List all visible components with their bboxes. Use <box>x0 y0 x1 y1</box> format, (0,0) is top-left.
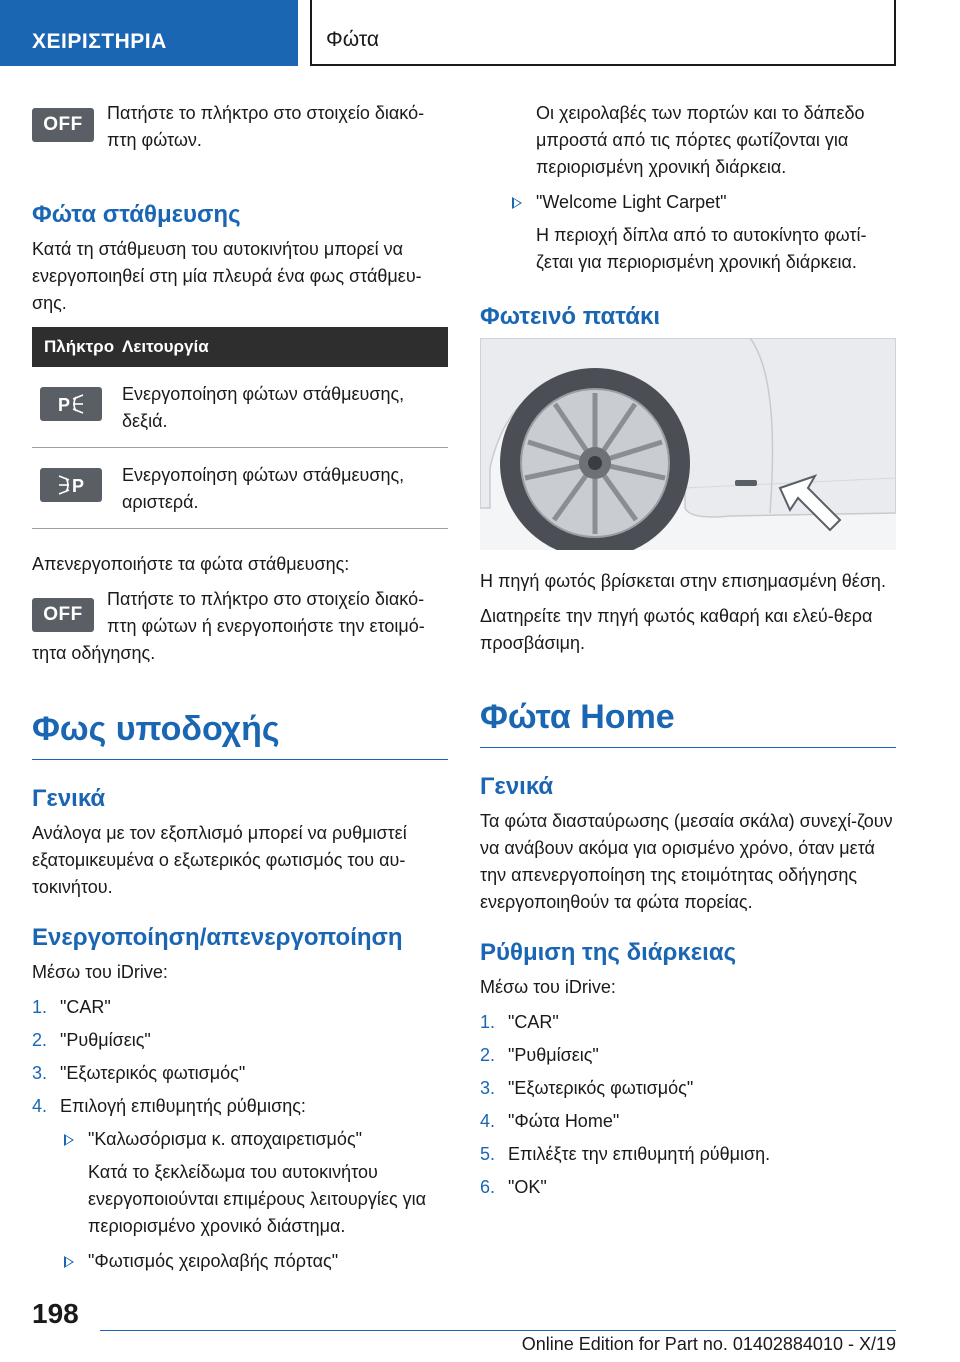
table-row <box>32 448 448 529</box>
duration-heading: Ρύθμιση της διάρκειας <box>480 939 737 966</box>
topic-tab <box>312 0 896 66</box>
welcome-steps-list <box>32 994 448 1275</box>
table-cell: Ενεργοποίηση φώτων στάθμευσης, αριστερά. <box>122 448 448 529</box>
list-item: 6. "OK" <box>480 1177 547 1197</box>
handle-light-desc: Οι χειρολαβές των πορτών και το δάπεδο μπροστά από τις πόρτες φωτίζονται για περιορισμένη χρονική διάρκεια. <box>536 103 865 177</box>
welcome-general-heading: Γενικά <box>32 785 106 812</box>
list-item: 1. "CAR" <box>480 1012 559 1032</box>
edition-footer[interactable]: Online Edition for Part no. 01402884010 - X/19 <box>521 1334 896 1354</box>
triangle-bullet-icon <box>64 1256 74 1268</box>
home-general-text: Τα φώτα διασταύρωσης (μεσαία σκάλα) συνεχί-ζουν να ανάβουν ακόμα για ορισμένο χρόνο, όταν μετά την απενεργοποίηση της ετοιμότητας οδήγησης ενεργοποιηθούν τα φώτα πορείας. <box>480 811 893 912</box>
left-column <box>32 100 448 1283</box>
list-item: 3. "Εξωτερικός φωτισμός" <box>480 1078 694 1098</box>
page-number: 198 <box>32 1298 79 1329</box>
deactivate-text: Απενεργοποιήστε τα φώτα στάθμευσης: <box>32 554 350 574</box>
list-item: 2. "Ρυθμίσεις" <box>32 1030 151 1050</box>
triangle-bullet-icon <box>64 1134 74 1146</box>
options-list <box>60 1126 448 1275</box>
welcome-general-text: Ανάλογα με τον εξοπλισμό μπορεί να ρυθμιστεί εξατομικευμένα ο εξωτερικός φωτισμός του αυ-τοκινήτου. <box>32 823 407 897</box>
footer-divider <box>100 1330 896 1331</box>
home-general-heading: Γενικά <box>480 773 554 800</box>
parking-light-right-icon <box>40 387 102 421</box>
step-light-text-1: Η πηγή φωτός βρίσκεται στην επισημασμένη θέση. <box>480 571 886 591</box>
step-light-heading: Φωτεινό πατάκι <box>480 303 661 330</box>
list-item: "Welcome Light Carpet" Η περιοχή δίπλα από το αυτοκίνητο φωτί-ζεται για περιορισμένη χρονική διάρκεια. <box>480 189 896 276</box>
intro-text: Πατήστε το πλήκτρο στο στοιχείο διακό-πτη φώτων. <box>107 103 425 150</box>
table-cell: Ενεργοποίηση φώτων στάθμευσης, δεξιά. <box>122 367 448 448</box>
off-text: Πατήστε το πλήκτρο στο στοιχείο διακό-πτη φώτων ή ενεργοποιήστε την ετοιμό-τητα οδήγησης. <box>32 589 425 663</box>
list-item: 4. Επιλογή επιθυμητής ρύθμισης: "Καλωσόρισμα κ. αποχαιρετισμός" Κατά το ξεκλείδωμα του αυτοκινήτου ενεργοποιούνται επιμέρους λειτουργίες για περιορισμένο χρονικό διάστημα. "Φωτισμός χειρολαβής πόρτας" <box>32 1093 448 1275</box>
table-header-function: Λειτουργία <box>122 327 448 367</box>
list-item: 4. "Φώτα Home" <box>480 1111 620 1131</box>
idrive-via-text: Μέσω του iDrive: <box>480 977 616 997</box>
section-tab <box>0 0 298 66</box>
welcome-light-heading: Φως υποδοχής <box>32 709 448 760</box>
idrive-via-text: Μέσω του iDrive: <box>32 962 168 982</box>
car-wheel-image <box>480 338 896 550</box>
triangle-bullet-icon <box>512 197 522 209</box>
svg-text:P: P <box>58 395 71 415</box>
off-key-icon: OFF <box>32 598 94 632</box>
parking-lights-heading: Φώτα στάθμευσης <box>32 201 241 228</box>
step-light-text-2: Διατηρείτε την πηγή φωτός καθαρή και ελεύ-θερα προσβάσιμη. <box>480 606 873 653</box>
list-item: 5. Επιλέξτε την επιθυμητή ρύθμιση. <box>480 1144 771 1164</box>
section-title: ΧΕΙΡΙΣΤΗΡΙΑ <box>32 30 167 53</box>
activation-heading: Ενεργοποίηση/απενεργοποίηση <box>32 924 403 951</box>
table-row <box>32 367 448 448</box>
topic-title: Φώτα <box>326 28 379 51</box>
list-item: 3. "Εξωτερικός φωτισμός" <box>32 1063 246 1083</box>
home-lights-heading: Φώτα Home <box>480 697 896 748</box>
right-column <box>480 100 896 1207</box>
parking-lights-text: Κατά τη στάθμευση του αυτοκινήτου μπορεί να ενεργοποιηθεί στη μία πλευρά ένα φως στάθμευ-σης. <box>32 239 422 313</box>
list-item: "Φωτισμός χειρολαβής πόρτας" <box>60 1248 448 1275</box>
svg-text:P: P <box>72 476 85 496</box>
list-item: "Καλωσόρισμα κ. αποχαιρετισμός" Κατά το ξεκλείδωμα του αυτοκινήτου ενεργοποιούνται επιμέρους λειτουργίες για περιορισμένο χρονικό διάστημα. <box>60 1126 448 1240</box>
carpet-option <box>480 189 896 276</box>
list-item: 2. "Ρυθμίσεις" <box>480 1045 599 1065</box>
table-header-key: Πλήκτρο <box>32 327 122 367</box>
off-key-icon: OFF <box>32 108 94 142</box>
list-item: 1. "CAR" <box>32 997 111 1017</box>
parking-keys-table <box>32 327 448 529</box>
parking-light-left-icon <box>40 468 102 502</box>
home-steps-list <box>480 1009 896 1201</box>
